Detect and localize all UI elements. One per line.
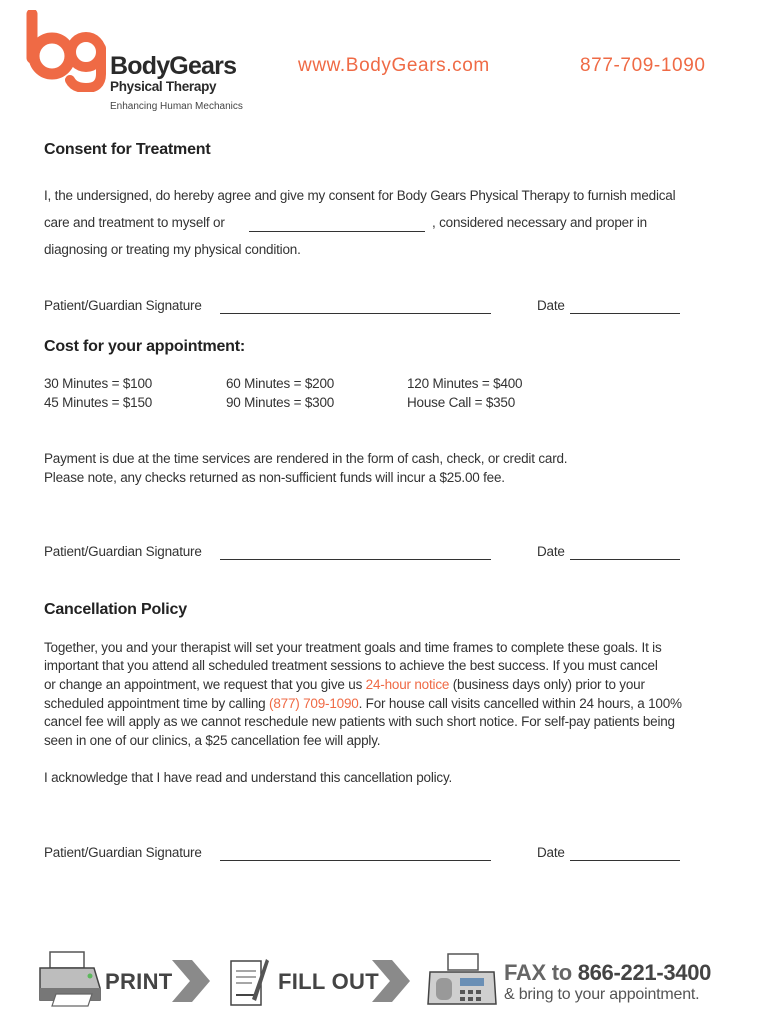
policy-phone-link[interactable]: (877) 709-1090 bbox=[269, 696, 359, 711]
cost-item: 45 Minutes = $150 bbox=[44, 395, 153, 410]
consent-line3: diagnosing or treating my physical condition. bbox=[44, 242, 301, 257]
phone-number[interactable]: 877-709-1090 bbox=[580, 55, 706, 76]
bodygears-logo-icon bbox=[26, 10, 108, 92]
cancellation-date-field[interactable] bbox=[570, 860, 680, 861]
notice-highlight: 24-hour notice bbox=[365, 677, 450, 692]
cancellation-title: Cancellation Policy bbox=[44, 601, 187, 618]
signature-label: Patient/Guardian Signature bbox=[44, 845, 202, 860]
payment-note-1: Payment is due at the time services are rendered in the form of cash, check, or credit card. bbox=[44, 451, 568, 466]
cancellation-signature-field[interactable] bbox=[220, 860, 491, 861]
cost-signature-field[interactable] bbox=[220, 559, 491, 560]
cost-date-field[interactable] bbox=[570, 559, 680, 560]
cost-item: House Call = $350 bbox=[407, 395, 516, 410]
brand-subtitle: Physical Therapy bbox=[110, 79, 217, 94]
policy-text: or change an appointment, we request that you give us bbox=[44, 677, 366, 692]
policy-line: seen in one of our clinics, a $25 cancellation fee will apply. bbox=[44, 733, 381, 748]
cost-item: 90 Minutes = $300 bbox=[226, 395, 335, 410]
fax-line bbox=[504, 960, 711, 986]
consent-signature-field[interactable] bbox=[220, 313, 491, 314]
policy-text: (business days only) prior to your bbox=[449, 677, 645, 692]
website-link[interactable]: www.BodyGears.com bbox=[298, 55, 490, 76]
consent-line2b: , considered necessary and proper in bbox=[432, 215, 647, 230]
form-pen-icon[interactable] bbox=[228, 955, 270, 1009]
consent-line1: I, the undersigned, do hereby agree and give my consent for Body Gears Physical Therapy to furnish medical bbox=[44, 188, 676, 203]
consent-date-field[interactable] bbox=[570, 313, 680, 314]
fax-machine-icon[interactable] bbox=[426, 952, 498, 1010]
cost-item: 30 Minutes = $100 bbox=[44, 376, 153, 391]
policy-text: . For house call visits cancelled within 24 hours, a 100% bbox=[358, 696, 682, 711]
signature-label: Patient/Guardian Signature bbox=[44, 544, 202, 559]
policy-line bbox=[44, 696, 682, 711]
date-label: Date bbox=[537, 845, 565, 860]
brand-name: BodyGears bbox=[110, 52, 237, 80]
print-label[interactable]: PRINT bbox=[105, 969, 173, 994]
policy-line: important that you attend all scheduled treatment sessions to achieve the best success. If you must cancel bbox=[44, 658, 658, 673]
consent-line2a: care and treatment to myself or bbox=[44, 215, 225, 230]
fax-subtitle: & bring to your appointment. bbox=[504, 986, 700, 1003]
chevron-right-icon bbox=[170, 958, 212, 1004]
consent-title: Consent for Treatment bbox=[44, 141, 211, 158]
fill-out-label[interactable]: FILL OUT bbox=[278, 969, 379, 994]
signature-label: Patient/Guardian Signature bbox=[44, 298, 202, 313]
cost-title: Cost for your appointment: bbox=[44, 338, 246, 355]
cost-item: 120 Minutes = $400 bbox=[407, 376, 523, 391]
payment-note-2: Please note, any checks returned as non-sufficient funds will incur a $25.00 fee. bbox=[44, 470, 505, 485]
brand-tagline: Enhancing Human Mechanics bbox=[110, 101, 243, 112]
chevron-right-icon bbox=[370, 958, 412, 1004]
printer-icon[interactable] bbox=[36, 950, 102, 1008]
cost-item: 60 Minutes = $200 bbox=[226, 376, 335, 391]
policy-text: scheduled appointment time by calling bbox=[44, 696, 270, 711]
date-label: Date bbox=[537, 544, 565, 559]
policy-line: cancel fee will apply as we cannot reschedule new patients with such short notice. For self-pay patients being bbox=[44, 714, 675, 729]
other-person-field[interactable] bbox=[249, 231, 425, 232]
acknowledgement: I acknowledge that I have read and understand this cancellation policy. bbox=[44, 770, 453, 785]
fax-number[interactable]: 866-221-3400 bbox=[577, 960, 712, 985]
fax-prefix: FAX to bbox=[504, 960, 578, 985]
policy-line bbox=[44, 677, 645, 692]
date-label: Date bbox=[537, 298, 565, 313]
policy-line: Together, you and your therapist will set your treatment goals and time frames to complete these goals. It is bbox=[44, 640, 662, 655]
